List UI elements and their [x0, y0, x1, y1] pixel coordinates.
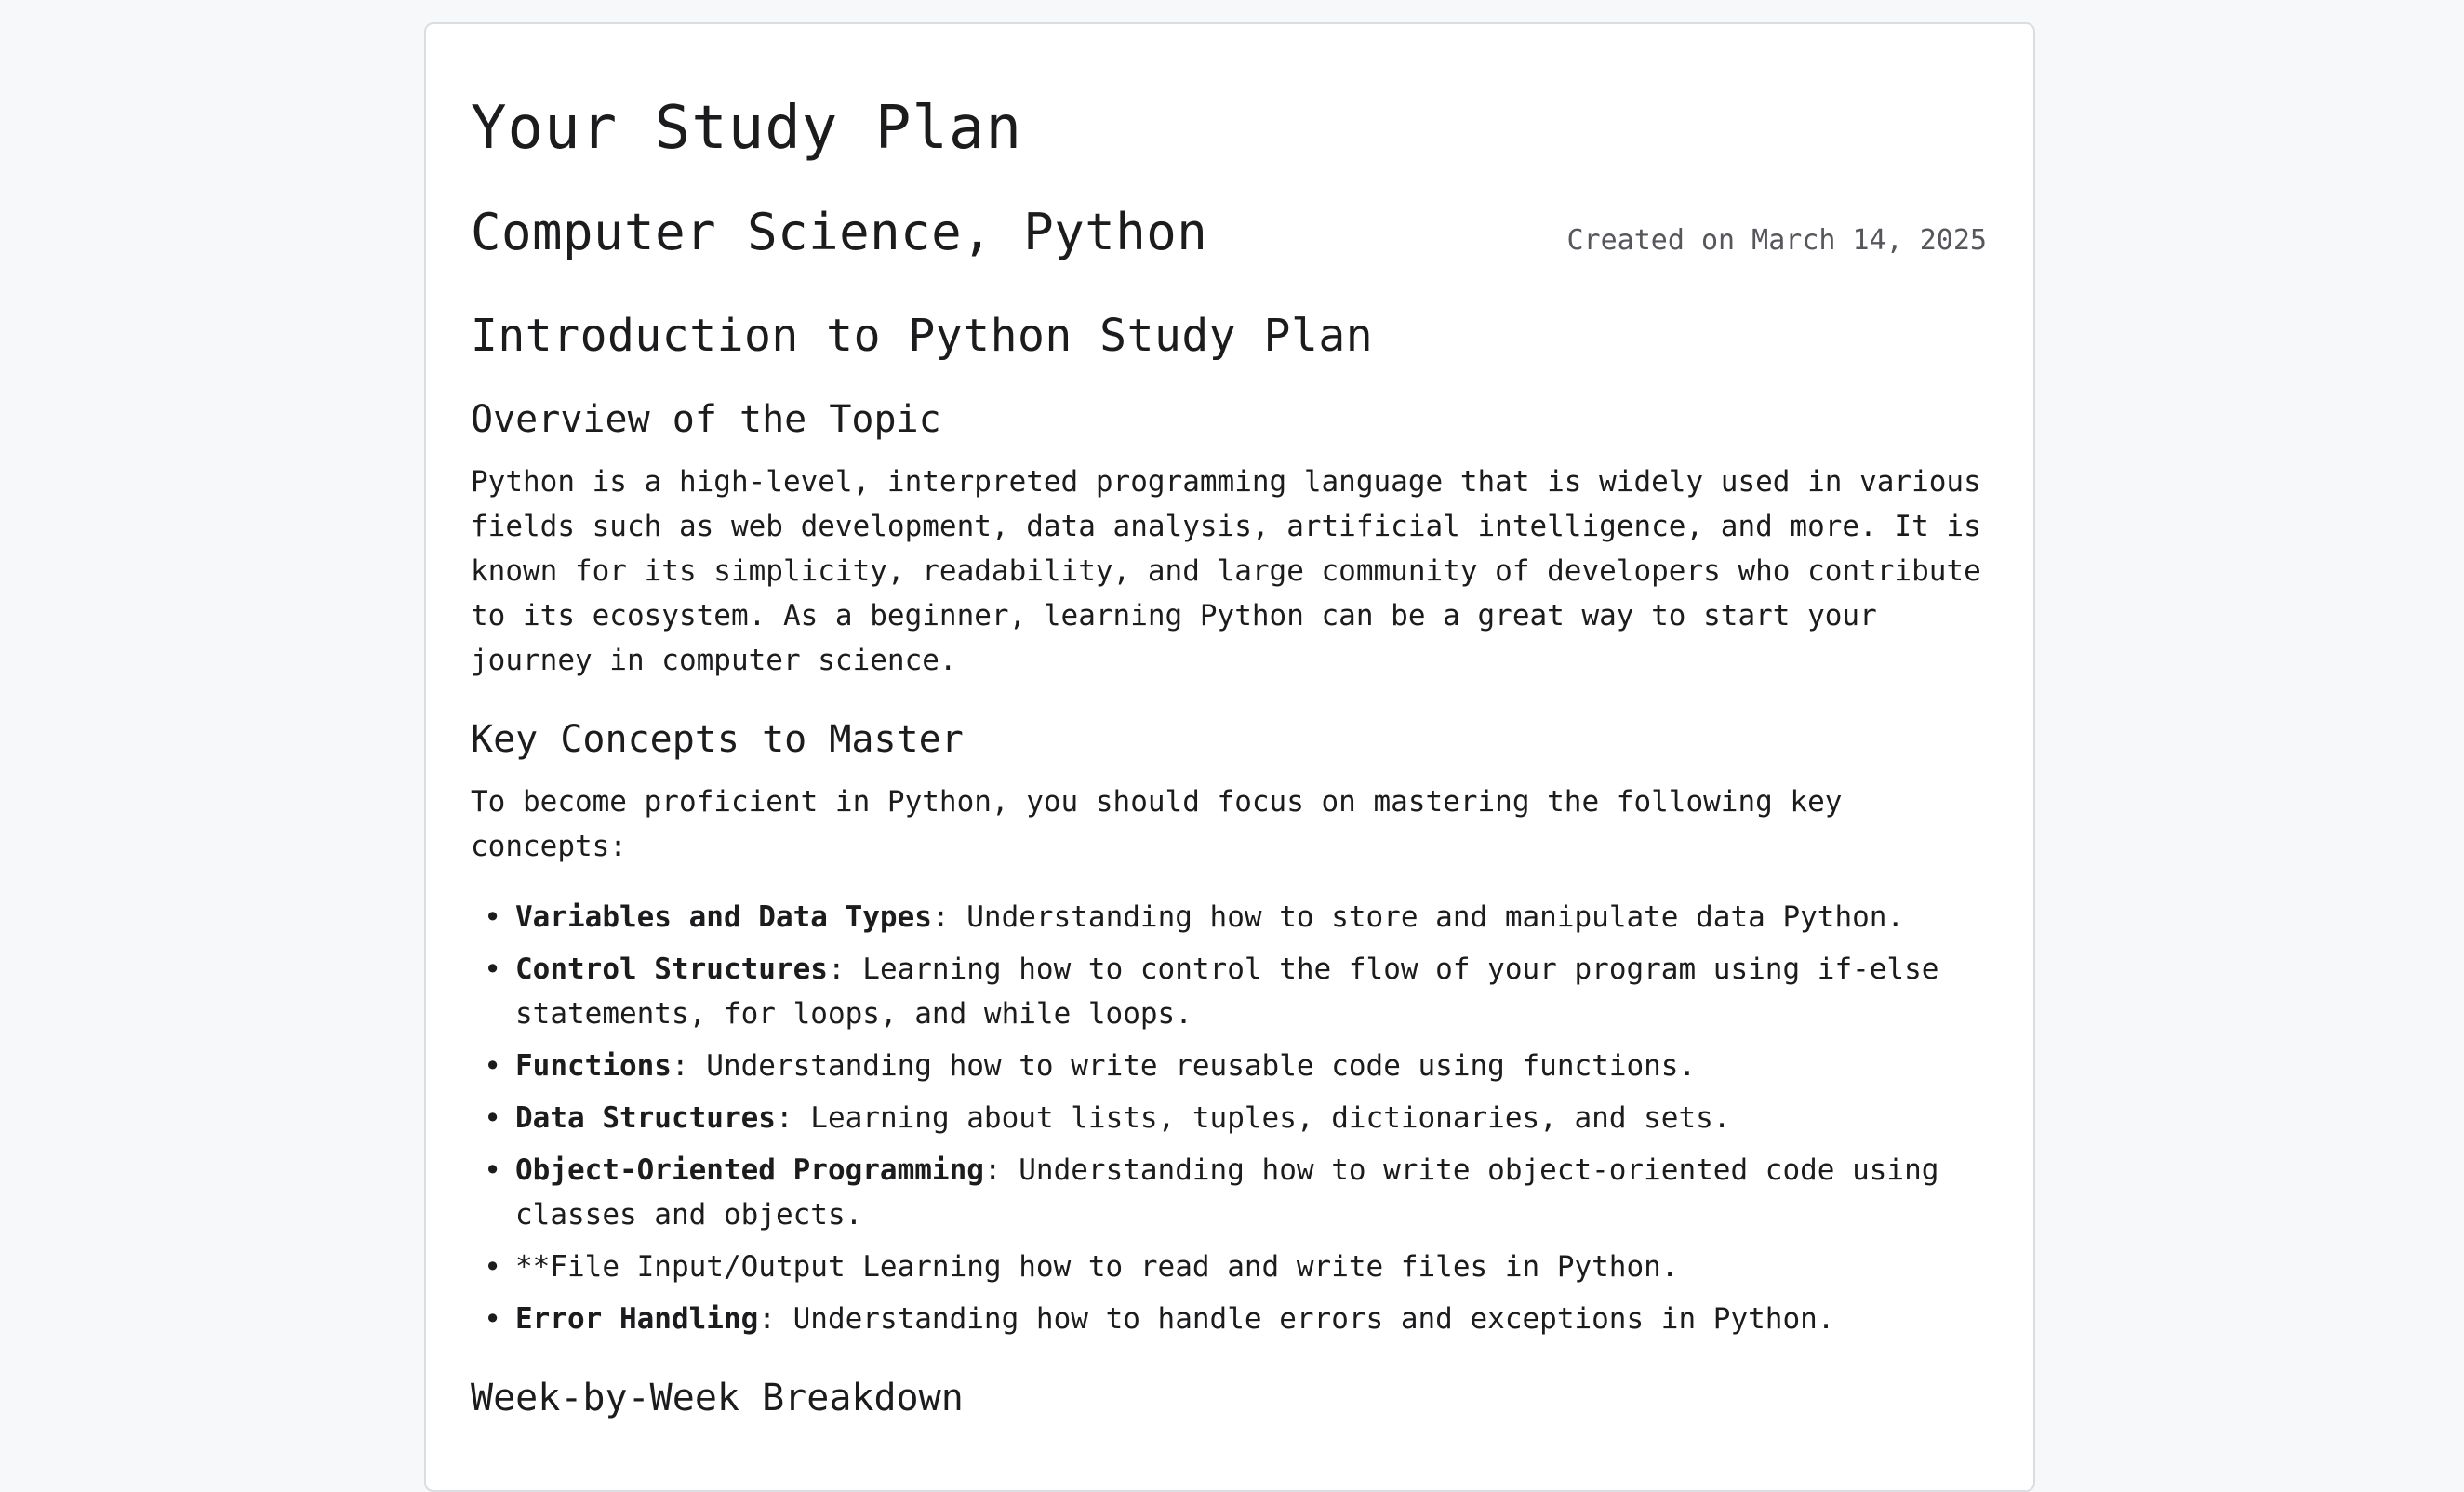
concept-text: : Understanding how to write object-oriented code using classes and objects.: [515, 1153, 1939, 1232]
bullet-icon: •: [484, 1152, 502, 1188]
bullet-icon: •: [484, 1048, 502, 1084]
list-item: [471, 1148, 1996, 1237]
list-item: [471, 1297, 1996, 1341]
subject-row: [471, 203, 1989, 262]
bullet-icon: •: [484, 952, 502, 987]
concept-term: Variables and Data Types: [515, 900, 932, 934]
bullet-icon: •: [484, 1249, 502, 1285]
list-item: [471, 1096, 1996, 1140]
concept-term: Functions: [515, 1049, 672, 1083]
study-plan-card: [424, 22, 2035, 1492]
list-item: [471, 895, 1996, 939]
bullet-icon: •: [484, 899, 502, 935]
list-item: [471, 947, 1996, 1036]
concept-text: : Understanding how to write reusable code using functions.: [671, 1049, 1697, 1083]
key-concepts-heading: Key Concepts to Master: [471, 718, 964, 761]
plan-title: Introduction to Python Study Plan: [471, 310, 1374, 362]
concept-text: : Learning how to control the flow of your program using if-else statements, for loops, and while loops.: [515, 952, 1939, 1031]
concept-text: : Learning about lists, tuples, dictionaries, and sets.: [775, 1101, 1731, 1135]
key-concepts-intro: To become proficient in Python, you should focus on mastering the following key concepts:: [471, 785, 1843, 863]
key-concepts-list: [471, 895, 1996, 1341]
concept-term: Data Structures: [515, 1101, 776, 1135]
concept-term: Object-Oriented Programming: [515, 1153, 984, 1187]
concept-text: : Understanding how to handle errors and exceptions in Python.: [758, 1302, 1835, 1336]
page-title: Your Study Plan: [471, 94, 1022, 163]
bullet-icon: •: [484, 1100, 502, 1136]
week-breakdown-heading: Week-by-Week Breakdown: [471, 1377, 964, 1419]
concept-term: Control Structures: [515, 952, 828, 986]
created-date: Created on March 14, 2025: [1566, 224, 1987, 257]
overview-text: Python is a high-level, interpreted programming language that is widely used in various fields such as web development, data analysis, artificial intelligence, and more. It is known for its simplicity, readability, and large community of developers who contribute to its ecosystem. As a beginner, learning Python can be a great way to start your journey in computer science.: [471, 465, 1981, 677]
bullet-icon: •: [484, 1301, 502, 1337]
list-item: [471, 1245, 1996, 1289]
concept-term: Error Handling: [515, 1302, 759, 1336]
subject-title: Computer Science, Python: [471, 203, 1208, 261]
overview-heading: Overview of the Topic: [471, 398, 941, 441]
concept-text: **File Input/Output Learning how to read and write files in Python.: [515, 1250, 1679, 1284]
list-item: [471, 1044, 1996, 1088]
concept-text: : Understanding how to store and manipulate data Python.: [931, 900, 1905, 934]
